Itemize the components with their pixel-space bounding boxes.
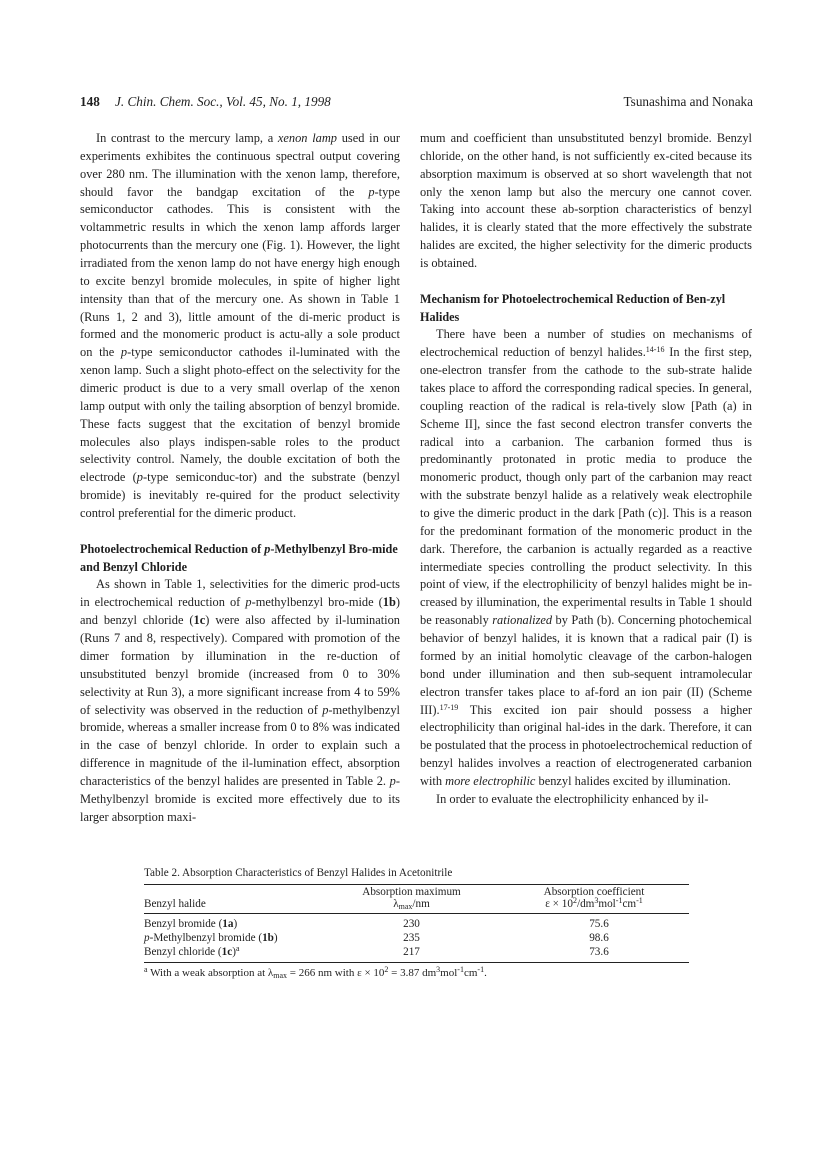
absorption-table xyxy=(144,884,689,962)
section-heading-methylbenzyl: Photoelectrochemical Reduction of p-Methylbenzyl Bro-mide and Benzyl Chloride xyxy=(80,541,398,574)
page-header xyxy=(0,94,824,114)
right-column xyxy=(420,130,752,809)
table-2 xyxy=(144,866,689,980)
section-heading-mechanism: Mechanism for Photoelectrochemical Reduction of Ben-zyl Halides xyxy=(420,291,726,324)
paragraph-table1-selectivity: As shown in Table 1, selectivities for the dimeric prod-ucts in electrochemical reduction of p-methylbenzyl bro-mide (1b) and benzyl chloride (1c) were also affected by il-lumination (Runs 7 and 8, respectively). Compared with promotion of the dimer formation by illumination in the re-duction of unsubstituted benzyl bromide (increased from 0 to 30% selectivity at Run 3), a more significant increase from 4 to 59% of selectivity was observed in the reduction of p-methylbenzyl bromide, whereas a smaller increase from 0 to 8% was indicated in the case of benzyl chloride. In order to explain such a difference in magnitude of the il-lumination effect, absorption characteristics of the benzyl halides are presented in Table 2. p-Methylbenzyl bromide is excited more effectively due to its larger absorption maxi- xyxy=(80,577,400,824)
paragraph-xenon-lamp: In contrast to the mercury lamp, a xenon lamp used in our experiments exhibites the continuous spectral output covering over 280 nm. The illumination with the xenon lamp, therefore, should favor the bandgap excitation of the p-type semiconductor cathodes. This is consistent with the voltammetric results in which the xenon lamp affords larger photocurrents than the mercury one (Fig. 1). However, the light irradiated from the xenon lamp do not have energy high enough to excite benzyl bromide molecules, in spite of higher light intensity than that of the mercury one. As shown in Table 1 (Runs 1, 2 and 3), little amount of the di-meric product is formed and the monomeric product is actu-ally a sole product on the p-type semiconductor cathodes il-luminated with the xenon lamp. Such a slight photo-effect on the selectivity for the dimeric product is due to a very small overlap of the xenon lamp output with only the tailing absorption of benzyl bromide. These facts suggest that the excitation of benzyl bromide molecules also plays indispen-sable roles to the product selectivity control. Namely, the double excitation of both the electrode (p-type semiconduc-tor) and the substrate (benzyl bromide) is inevitably re-quired for the product selectivity control preferential for the dimeric product. xyxy=(80,131,401,521)
running-authors: Tsunashima and Nonaka xyxy=(623,94,753,109)
header-absorption-maximum: Absorption maximum $\lambda_{max}/nm$ xyxy=(324,885,499,913)
paragraph-evaluate: In order to evaluate the electrophilicity enhanced by il- xyxy=(436,791,709,806)
table-row: p-Methylbenzyl bromide (1b) 235 98.6 xyxy=(144,932,609,944)
journal-citation: J. Chin. Chem. Soc., Vol. 45, No. 1, 1998 xyxy=(115,94,331,109)
header-benzyl-halide: Benzyl halide xyxy=(144,885,324,913)
table-row: Benzyl bromide (1a) 230 75.6 xyxy=(144,917,609,930)
reference-superscript: 14-16 xyxy=(645,345,665,355)
paragraph-mechanism: There have been a number of studies on mechanisms of electrochemical reduction of benzyl halides.$^{14-16}$ In the first step, one-electron transfer from the cathode to the sub-strate halide takes place to afford the corresponding radical species. In general, coupling reaction of the radical is rela-tively slow [Path (a) in Scheme II], since the fast second electron transfer converts the radical into a carbanion. The carbanion formed thus is predominantly protonated in protic media to produce the monomeric product, though only part of the carbanion may react with the substrate benzyl halide as a relatively weak electrophile to give the dimeric product in the dark [Path (c)]. This is a reason for the predominant formation of the monomeric product in the dark. Therefore, the carbanion is actually regarded as a reactive intermediate species controlling the product selectivity. In this point of view, if the electrophilicity of benzyl halides might be in-creased by illumination, the experimental results in Table 1 should be reasonably rationalized by Path (b). Concerning photochemical behavior of benzyl halides, it is known that a radical pair (I) is formed by an initial homolytic cleavage of the carbon-halogen bond under illumination and then sub-sequent intramolecular electron transfer takes place to af-ford an ion pair (II) (Scheme III).$^{17-19}$ This excited ion pair should possess a higher electrophilicity than original hal-ides in the dark. Therefore, it can be postulated that the process in photoelectrochemical reduction of benzyl halides involves a reaction of electrogenerated carbanion with more electrophilic benzyl halides excited by illumination. xyxy=(420,327,753,788)
table-footnote: $^a$ With a weak absorption at $\lambda_{max} = 266$ nm with $\varepsilon \times 10^2 = 3.87$ $dm^3mol^{-1}cm^{-1}$. xyxy=(144,964,487,980)
header-absorption-coefficient: Absorption coefficient $\varepsilon \times 10^2/dm^3mol^{-1}cm^{-1}$ xyxy=(499,885,689,913)
table-caption: Table 2. Absorption Characteristics of Benzyl Halides in Acetonitrile xyxy=(144,867,453,879)
reference-superscript: 17-19 xyxy=(439,702,459,712)
paragraph-absorption-continued: mum and coefficient than unsubstituted benzyl bromide. Benzyl chloride, on the other hand, is not sufficiently ex-cited because its absorption maximum is observed at so short wavelength that not only the xenon lamp but also the mercury one cannot cover. Taking into account these ab-sorption characteristics of benzyl halides, it is clearly stated that the more effectively the substrate halides are excited, the higher selectivity for the dimeric products is obtained. xyxy=(420,131,752,271)
table-row: Benzyl chloride $(1c)^a$ 217 73.6 xyxy=(144,945,689,962)
left-column xyxy=(80,130,400,827)
page-number: 148 xyxy=(80,94,100,109)
